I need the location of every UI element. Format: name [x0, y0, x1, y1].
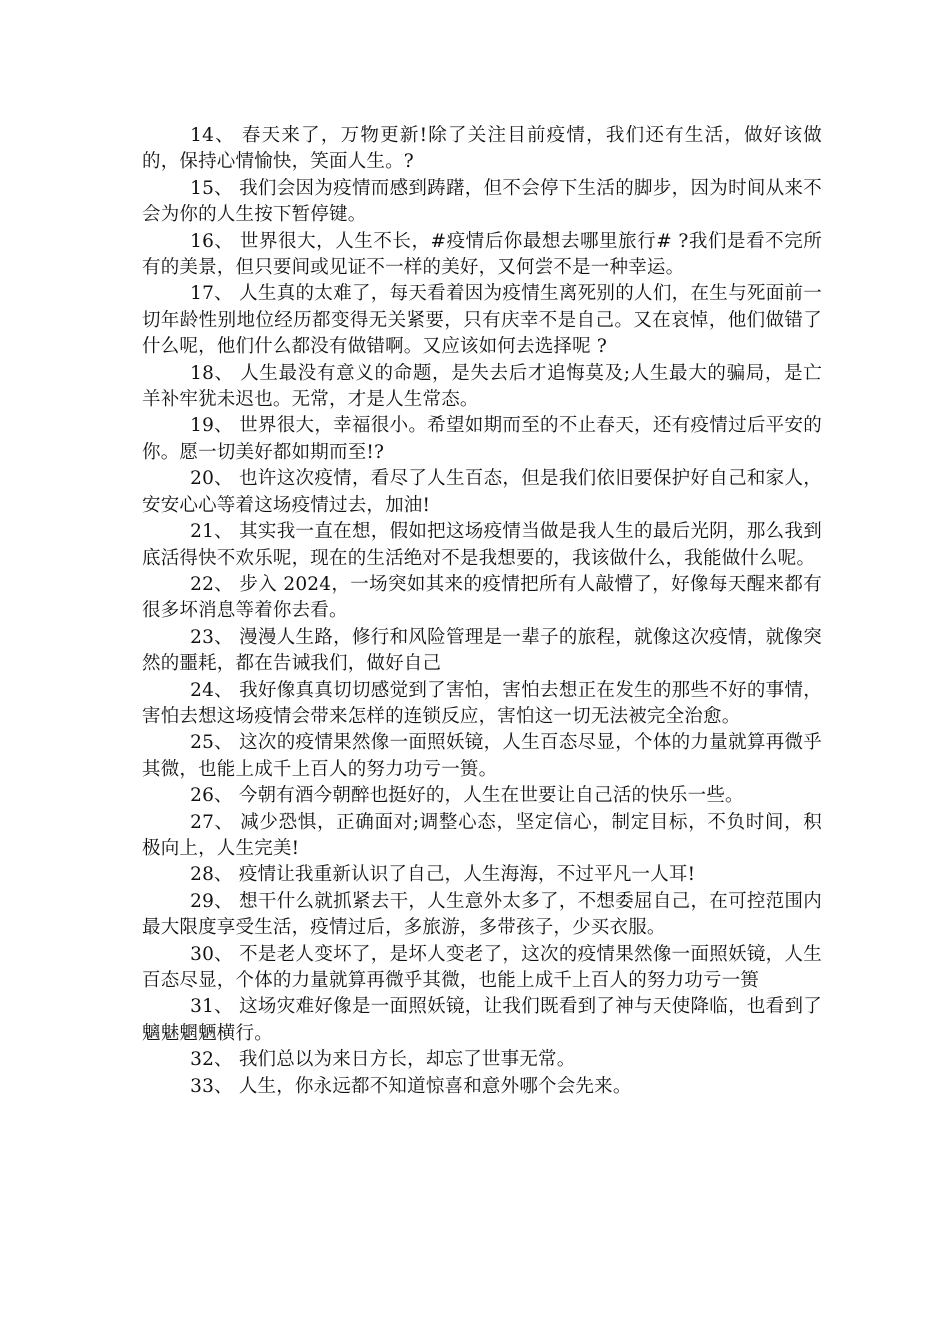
paragraph-22: 22、 步入 2024，一场突如其来的疫情把所有人敲懵了，好像每天醒来都有很多坏消息等着你去看。	[142, 573, 822, 622]
paragraph-33: 33、 人生，你永远都不知道惊喜和意外哪个会先来。	[190, 1075, 632, 1097]
paragraph-31: 31、 这场灾难好像是一面照妖镜，让我们既看到了神与天使降临，也看到了魑魅魍魉横行。	[142, 996, 822, 1044]
document-body	[142, 123, 822, 1100]
paragraph-14: 14、 春天来了，万物更新!除了关注目前疫情，我们还有生活，做好该做的，保持心情愉快，笑面人生。?	[142, 125, 822, 173]
paragraph-15: 15、 我们会因为疫情而感到踌躇，但不会停下生活的脚步，因为时间从来不会为你的人生按下暂停键。	[142, 177, 822, 226]
paragraph-30: 30、 不是老人变坏了，是坏人变老了，这次的疫情果然像一面照妖镜，人生百态尽显，个体的力量就算再微乎其微，也能上成千上百人的努力功亏一篑	[142, 943, 822, 991]
paragraph-20: 20、 也许这次疫情，看尽了人生百态，但是我们依旧要保护好自己和家人，安安心心等着这场疫情过去，加油!	[142, 468, 822, 516]
paragraph-28: 28、 疫情让我重新认识了自己，人生海海，不过平凡一人耳!	[190, 864, 696, 886]
paragraph-27: 27、 减少恐惧，正确面对;调整心态，坚定信心，制定目标，不负时间，积极向上，人生完美!	[142, 811, 822, 859]
paragraph-18: 18、 人生最没有意义的命题，是失去后才追悔莫及;人生最大的骗局，是亡羊补牢犹未迟也。无常，才是人生常态。	[142, 362, 822, 411]
paragraph-23: 23、 漫漫人生路，修行和风险管理是一辈子的旅程，就像这次疫情，就像突然的噩耗，都在告诫我们，做好自己	[142, 626, 822, 675]
paragraph-25: 25、 这次的疫情果然像一面照妖镜，人生百态尽显，个体的力量就算再微乎其微，也能上成千上百人的努力功亏一篑。	[142, 732, 822, 780]
paragraph-32: 32、 我们总以为来日方长，却忘了世事无常。	[190, 1049, 576, 1071]
paragraph-26: 26、 今朝有酒今朝醉也挺好的，人生在世要让自己活的快乐一些。	[190, 785, 744, 807]
paragraph-19: 19、 世界很大，幸福很小。希望如期而至的不止春天，还有疫情过后平安的你。愿一切美好都如期而至!?	[142, 415, 822, 463]
paragraph-17: 17、 人生真的太难了，每天看着因为疫情生离死别的人们，在生与死面前一切年龄性别地位经历都变得无关紧要，只有庆幸不是自己。又在哀悼，他们做错了什么呢，他们什么都没有做错啊。又应该如何去选择呢 ?	[142, 283, 822, 358]
paragraph-29: 29、 想干什么就抓紧去干，人生意外太多了，不想委屈自己，在可控范围内最大限度享受生活，疫情过后，多旅游，多带孩子，少买衣服。	[142, 890, 822, 939]
paragraph-21: 21、 其实我一直在想，假如把这场疫情当做是我人生的最后光阴，那么我到底活得快不欢乐呢，现在的生活绝对不是我想要的，我该做什么，我能做什么呢。	[142, 521, 822, 569]
paragraph-16: 16、 世界很大，人生不长，#疫情后你最想去哪里旅行# ?我们是看不完所有的美景，但只要间或见证不一样的美好，又何尝不是一种幸运。	[142, 230, 822, 279]
paragraph-24: 24、 我好像真真切切感觉到了害怕，害怕去想正在发生的那些不好的事情，害怕去想这场疫情会带来怎样的连锁反应，害怕这一切无法被完全治愈。	[142, 679, 822, 727]
